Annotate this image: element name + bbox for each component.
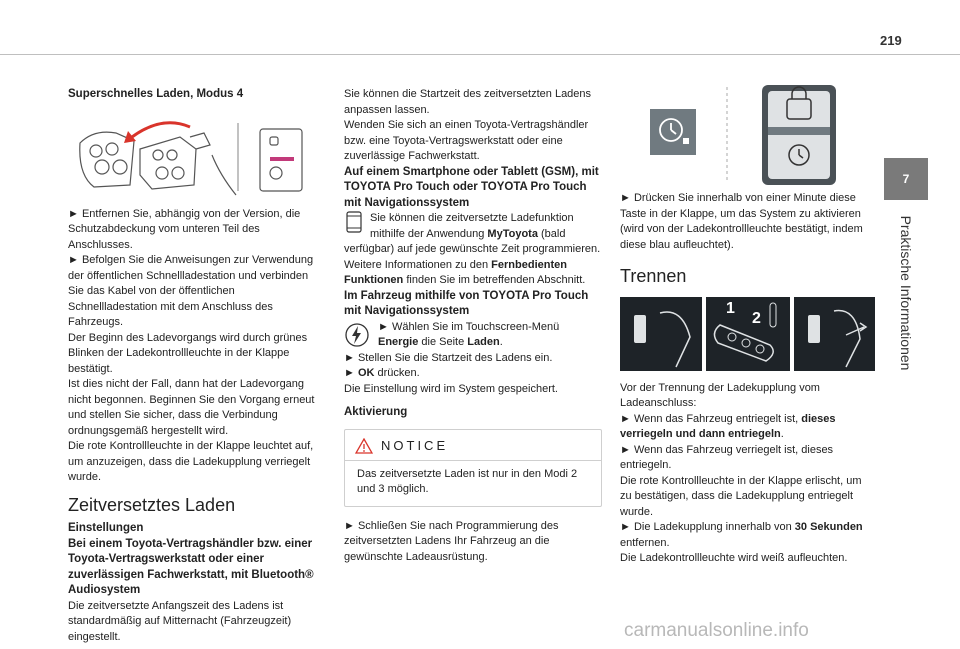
c2-menu-c: die Seite	[418, 336, 468, 348]
energy-icon	[344, 322, 370, 348]
notice-header	[345, 430, 601, 461]
c1-para5: Die rote Kontrollleuchte in der Klappe leuchtet auf, um anzuzeigen, dass die Ladekupplung verriegelt wurde.	[68, 440, 314, 483]
fig-number-2: 2	[752, 309, 761, 327]
c2-bold1: Auf einem Smartphone oder Tablett (GSM), mit TOYOTA Pro Touch oder TOYOTA Pro Touch mit Navigationssystem	[344, 165, 599, 209]
c1-bold-intro: Bei einem Toyota-Vertragshändler bzw. einer Toyota-Vertragswerkstatt oder einer zuverlässigen Fachwerkstatt, mit Bluetooth® Audiosystem	[68, 537, 314, 596]
c2-app-a: Sie können die zeitversetzte Ladefunktion mithilfe der Anwendung	[370, 212, 574, 240]
c2-menu-a: ► Wählen Sie im Touchscreen-Menü	[378, 320, 560, 333]
c1-para2: ► Befolgen Sie die Anweisungen zur Verwendung der öffentlichen Schnellladestation und verbinden Sie das Kabel von der öffentlichen Schnellladestation mit dem Anschluss des Fahrzeugs.	[68, 254, 314, 328]
c2-para2: Wenden Sie sich an einen Toyota-Vertragshändler bzw. eine Toyota-Vertragswerkstatt oder eine zuverlässige Fachwerkstatt.	[344, 119, 589, 162]
chapter-sidebar	[884, 205, 928, 380]
c3-para4: Die Ladekontrollleuchte wird weiß aufleuchten.	[620, 552, 848, 564]
section-trennen: Trennen	[620, 266, 687, 286]
subtitle-aktivierung: Aktivierung	[344, 406, 408, 418]
smartphone-icon	[344, 211, 364, 233]
column-3	[620, 87, 874, 567]
c1-para6: Die zeitversetzte Anfangszeit des Ladens ist standardmäßig auf Mitternacht (Fahrzeugzeit) eingestellt.	[68, 599, 292, 643]
fig-number-1: 1	[726, 299, 735, 317]
c3-para1: ► Drücken Sie innerhalb von einer Minute diese Taste in der Klappe, um das System zu aktivieren (wird von der Ladekontrollleuchte bestätigt, indem diese blau aufleuchtet).	[620, 192, 863, 251]
c2-info-b: Fernbedienten Funktionen	[344, 258, 567, 286]
subtitle-einstellungen: Einstellungen	[68, 522, 144, 534]
c2-menu-e: .	[499, 336, 503, 348]
c1-para3: Der Beginn des Ladevorgangs wird durch grünes Blinken der Ladekontrollleuchte in der Klappe bestätigt.	[68, 331, 308, 375]
notice-box	[344, 429, 602, 507]
c2-info-para	[344, 258, 602, 289]
page-number: 219	[880, 33, 902, 48]
chapter-tab: 7	[884, 158, 928, 200]
column-2	[344, 87, 602, 565]
c2-app-para	[344, 211, 602, 258]
c2-menu-para	[344, 320, 602, 351]
c3-para3: Die rote Kontrollleuchte in der Klappe erlischt, um zu bestätigen, dass die Ladekupplung entriegelt wurde.	[620, 474, 862, 518]
c3-s3-a: ► Die Ladekupplung innerhalb von	[620, 521, 795, 533]
c1-para4: Ist dies nicht der Fall, dann hat der Ladevorgang nicht begonnen. Beginnen Sie den Vorgang erneut und stellen Sie sicher, dass die Verbindung ordnungsgemäß hergestellt wird.	[68, 378, 315, 437]
c3-s1-c: .	[780, 428, 784, 440]
c3-step2: ► Wenn das Fahrzeug verriegelt ist, dieses entriegeln.	[620, 443, 834, 471]
c2-menu-d: Laden	[467, 336, 500, 348]
header-rule	[0, 54, 960, 55]
c2-step2-a: ►	[344, 367, 358, 379]
c2-info-a: Weitere Informationen zu den	[344, 258, 492, 271]
section-zeitversetzt: Zeitversetztes Laden	[68, 494, 236, 515]
warning-icon	[355, 438, 373, 454]
charging-connector-figure	[72, 115, 312, 197]
c2-app-b: MyToyota	[487, 227, 538, 240]
c1-para1: ► Entfernen Sie, abhängig von der Version, die Schutzabdeckung vom unteren Teil des Anschlusses.	[68, 207, 301, 251]
c2-step1: ► Stellen Sie die Startzeit des Ladens ein.	[344, 351, 553, 364]
c3-s1-b: dieses verriegeln und dann entriegeln	[620, 412, 836, 440]
c2-bold2: Im Fahrzeug mithilfe von TOYOTA Pro Touch mit Navigationssystem	[344, 289, 589, 317]
c3-para2: Vor der Trennung der Ladekupplung vom Ladeanschluss:	[620, 381, 820, 409]
c3-step3	[620, 520, 874, 551]
heading-superschnell: Superschnelles Laden, Modus 4	[68, 88, 244, 100]
notice-title: NOTICE	[381, 437, 449, 453]
c2-step2-b: OK	[357, 367, 375, 379]
c3-s3-b: 30 Sekunden	[794, 521, 863, 533]
chapter-title: Praktische Informationen	[898, 215, 914, 370]
c3-s3-c: entfernen.	[620, 536, 670, 549]
notice-body: Das zeitversetzte Laden ist nur in den Modi 2 und 3 möglich.	[357, 467, 578, 495]
c2-menu-b: Energie	[378, 336, 419, 348]
c2-close-note: ► Schließen Sie nach Programmierung des zeitversetzten Ladens Ihr Fahrzeug an die gewünschte Ladeausrüstung.	[344, 519, 559, 563]
c2-info-c: finden Sie im betreffenden Abschnitt.	[403, 274, 586, 286]
c2-app-c: (bald verfügbar) auf jede gewünschte Zeit programmieren.	[344, 227, 601, 255]
c3-s1-a: ► Wenn das Fahrzeug entriegelt ist,	[620, 412, 802, 425]
c2-saved: Die Einstellung wird im System gespeichert.	[344, 382, 558, 395]
column-1	[68, 87, 326, 645]
c3-step1	[620, 412, 874, 443]
c2-step2	[344, 366, 602, 382]
watermark: carmanualsonline.info	[624, 620, 809, 641]
c2-step2-c: drücken.	[374, 367, 420, 379]
unlock-figure	[620, 297, 875, 371]
timer-button-figure	[650, 85, 870, 185]
c2-para1: Sie können die Startzeit des zeitversetzten Ladens anpassen lassen.	[344, 88, 592, 116]
